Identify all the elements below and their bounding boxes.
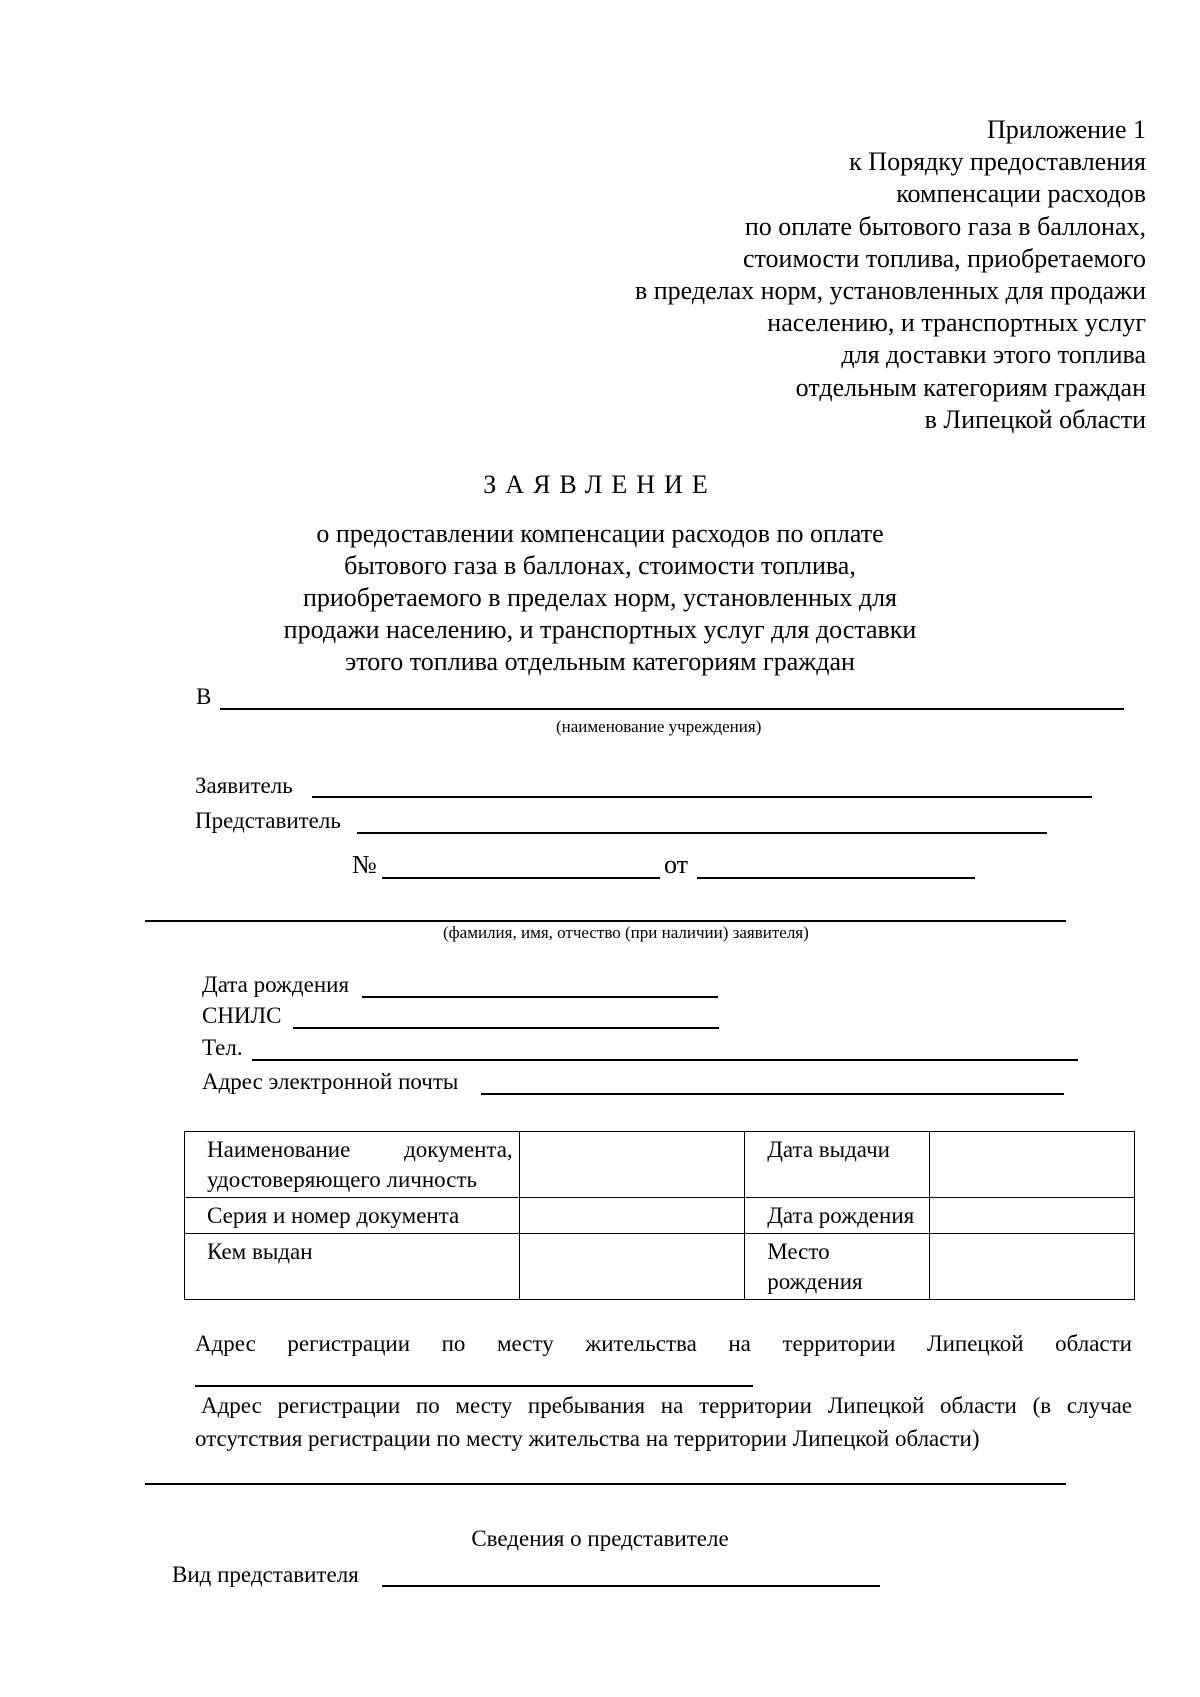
stay-address-label-line1: Адрес регистрации по месту пребывания на территории Липецкой области (в случае (201, 1393, 1132, 1418)
number-label: № (352, 850, 377, 879)
issued-by-label: Кем выдан (185, 1234, 520, 1300)
annex-line: населению, и транспортных услуг (767, 308, 1146, 338)
table-row (185, 1132, 1135, 1198)
annex-line: отдельным категориям граждан (795, 372, 1146, 402)
issue-date-value[interactable] (929, 1132, 1134, 1198)
birth-date-field[interactable] (362, 996, 718, 998)
representative-field[interactable] (357, 832, 1047, 834)
birth-date-label: Дата рождения (202, 972, 350, 997)
phone-field[interactable] (252, 1059, 1078, 1061)
subtitle-line: о предоставлении компенсации расходов по оплате (316, 519, 884, 548)
birth-place-label-text: Место рождения (767, 1239, 863, 1294)
fio-caption: (фамилия, имя, отчество (при наличии) заявителя) (443, 923, 809, 942)
snils-field[interactable] (293, 1027, 719, 1029)
document-title: ЗАЯВЛЕНИЕ (483, 470, 717, 499)
representative-label: Представитель (195, 808, 341, 833)
residence-address-label: Адрес регистрации по месту жительства на территории Липецкой области (195, 1331, 1132, 1356)
subtitle-line: бытового газа в баллонах, стоимости топлива, (344, 551, 856, 580)
table-row (185, 1234, 1135, 1300)
applicant-field[interactable] (312, 796, 1092, 798)
doc-name-value[interactable] (519, 1132, 745, 1198)
doc-name-label: Наименование документа, удостоверяющего личность (185, 1132, 520, 1198)
table-birth-date-value[interactable] (929, 1198, 1134, 1234)
email-label: Адрес электронной почты (202, 1069, 459, 1094)
subtitle-line: этого топлива отдельным категориям граждан (345, 647, 855, 676)
representative-section-title: Сведения о представителе (471, 1526, 729, 1551)
annex-line: в пределах норм, установленных для продажи (634, 276, 1146, 306)
institution-caption: (наименование учреждения) (556, 717, 762, 736)
identity-document-table (184, 1131, 1135, 1300)
issued-by-value[interactable] (519, 1234, 745, 1300)
phone-label: Тел. (202, 1035, 243, 1060)
stay-address-label-line2: отсутствия регистрации по месту жительства на территории Липецкой области) (195, 1426, 980, 1451)
birth-place-label (745, 1234, 930, 1300)
series-number-label: Серия и номер документа (185, 1198, 520, 1234)
annex-line: по оплате бытового газа в баллонах, (744, 211, 1146, 241)
annex-line: для доставки этого топлива (841, 340, 1146, 370)
from-label: от (664, 850, 689, 879)
table-row (185, 1198, 1135, 1234)
annex-line: компенсации расходов (896, 179, 1146, 209)
table-birth-date-label: Дата рождения (745, 1198, 930, 1234)
applicant-label: Заявитель (195, 773, 293, 798)
series-number-value[interactable] (519, 1198, 745, 1234)
representative-type-label: Вид представителя (172, 1562, 359, 1587)
from-date-field[interactable] (697, 877, 975, 879)
annex-header (635, 114, 1146, 436)
annex-line: Приложение 1 (986, 115, 1146, 144)
document-subtitle (0, 518, 1200, 678)
institution-field[interactable] (220, 708, 1124, 710)
annex-line: стоимости топлива, приобретаемого (742, 243, 1146, 273)
stay-address-field[interactable] (145, 1483, 1066, 1485)
residence-address-field[interactable] (195, 1385, 753, 1387)
annex-line: в Липецкой области (924, 404, 1146, 434)
snils-label: СНИЛС (202, 1003, 282, 1028)
subtitle-line: продажи населению, и транспортных услуг для доставки (283, 615, 917, 644)
email-field[interactable] (481, 1093, 1064, 1095)
representative-type-field[interactable] (382, 1585, 880, 1587)
annex-line: к Порядку предоставления (849, 147, 1146, 177)
subtitle-line: приобретаемого в пределах норм, установленных для (302, 583, 898, 612)
to-label: В (196, 684, 212, 709)
number-field[interactable] (382, 877, 660, 879)
birth-place-value[interactable] (929, 1234, 1134, 1300)
issue-date-label: Дата выдачи (745, 1132, 930, 1198)
